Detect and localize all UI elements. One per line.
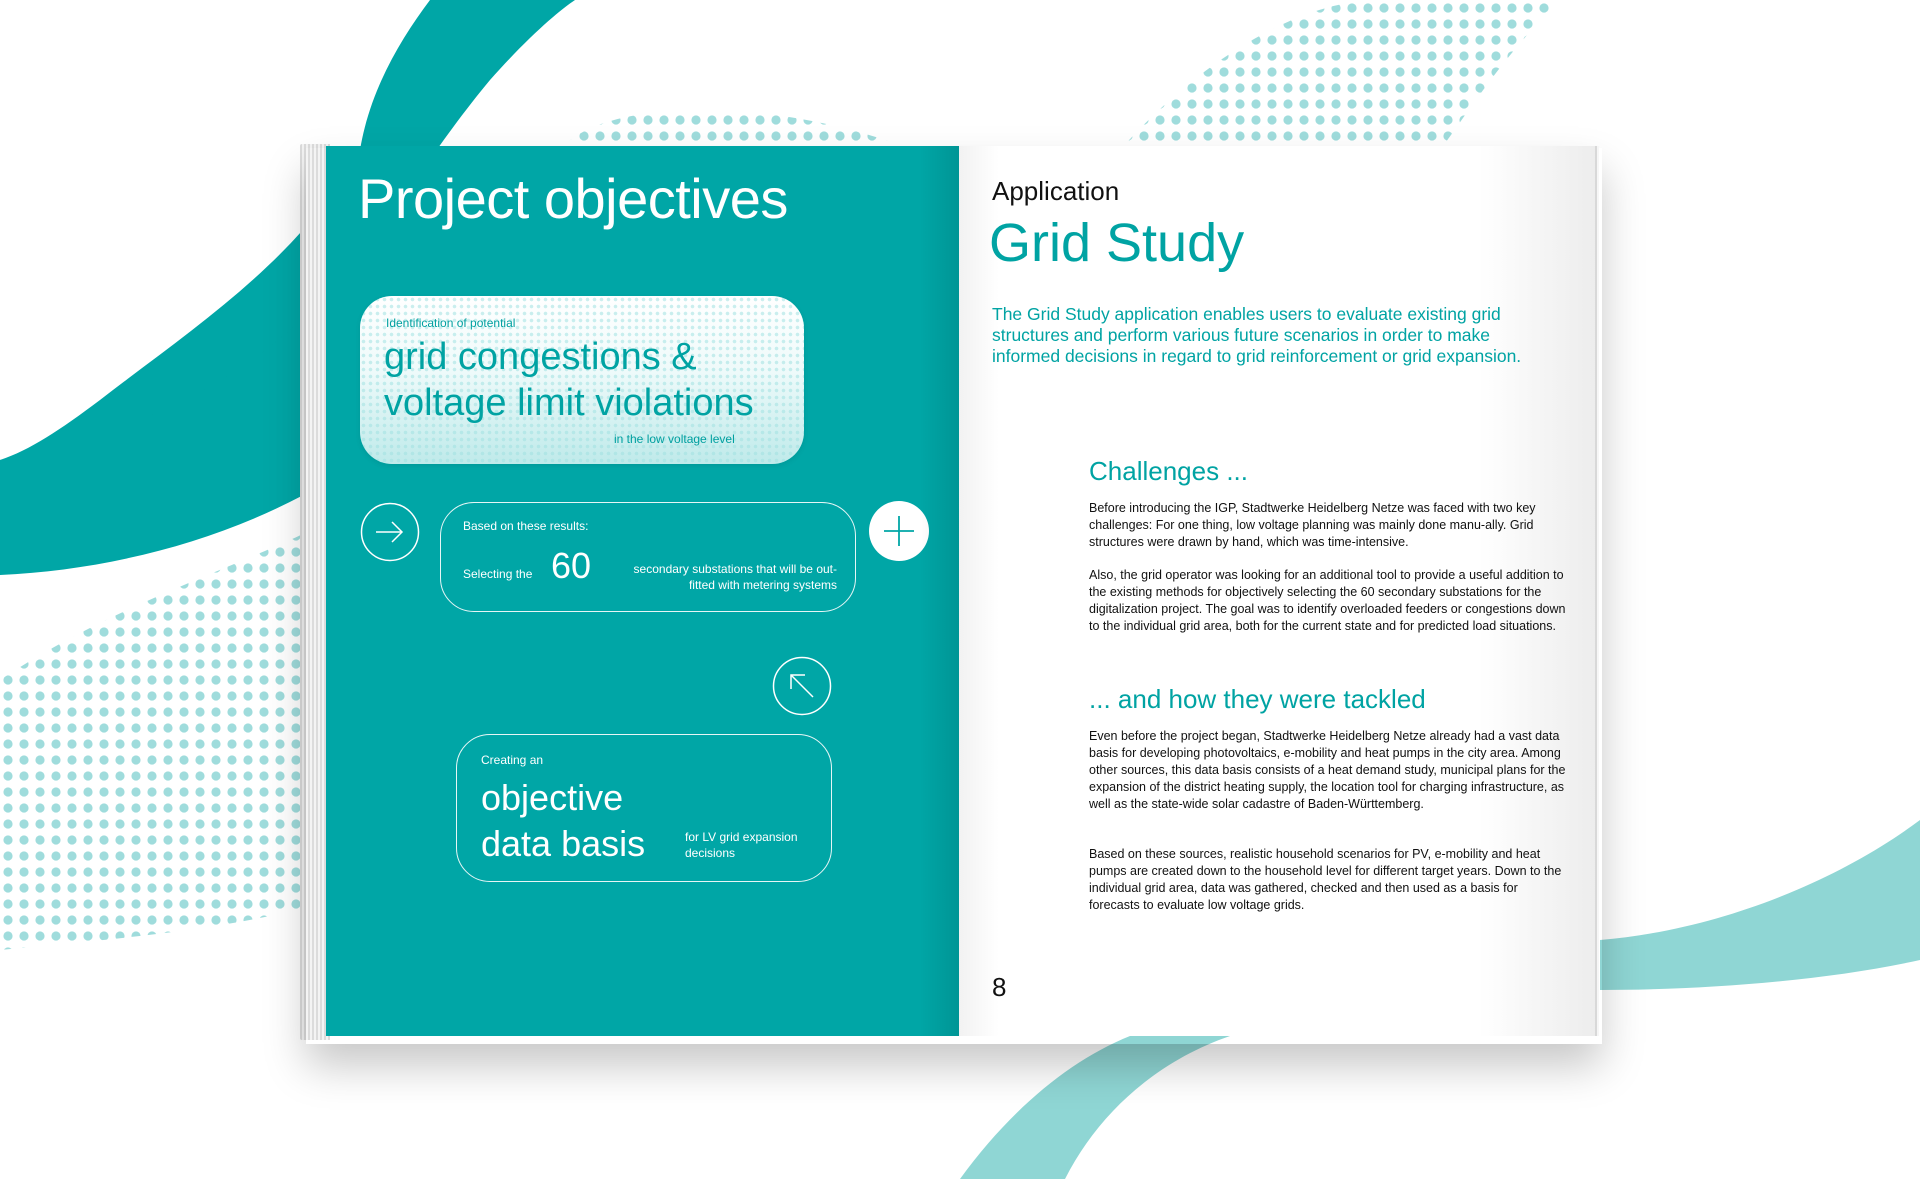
section-kicker: Application	[992, 176, 1120, 206]
dotted-blob-right	[1120, 0, 1560, 150]
objective-prefix: Selecting the	[463, 567, 533, 581]
plus-icon	[868, 500, 930, 562]
objective-card-congestions	[360, 296, 804, 464]
application-title: Grid Study	[989, 213, 1245, 273]
objective-intro: Identification of potential	[386, 316, 516, 330]
arrow-up-left-icon	[772, 656, 832, 716]
substation-count: 60	[551, 545, 592, 586]
objective-card-data-basis	[456, 734, 832, 882]
left-page	[326, 146, 959, 1036]
challenges-paragraph-1: Before introducing the IGP, Stadtwerke Heidelberg Netze was faced with two key challenges: For one thing, low voltage planning was mainly done manu-ally. Grid structures were drawn by hand, which was time-intensive.	[1089, 501, 1536, 549]
dotted-blob-left	[0, 520, 330, 950]
light-swoosh-right	[1600, 820, 1920, 990]
application-intro: The Grid Study application enables users to evaluate existing grid structures and perform various future scenarios in order to make informed decisions in regard to grid reinforcement or grid expansion.	[992, 304, 1522, 366]
challenges-paragraph-2: Also, the grid operator was looking for an additional tool to provide a useful addition to the existing methods for objectively selecting the 60 secondary substations for the digitalization project. The goal was to identify overloaded feeders or congestions down to the individual grid area, both for the current state and for predicted load situations.	[1089, 568, 1566, 633]
dotted-blob-top	[560, 110, 900, 150]
objective-note: in the low voltage level	[614, 432, 735, 446]
page-title: Project objectives	[358, 167, 788, 230]
objective-suffix: secondary substations that will be out- fitted with metering systems	[633, 562, 837, 592]
right-page	[959, 146, 1599, 1036]
objective-headline: grid congestions & voltage limit violations	[384, 336, 754, 424]
solutions-heading: ... and how they were tackled	[1089, 684, 1426, 714]
objective-headline: objective data basis	[481, 777, 646, 864]
objective-intro: Based on these results:	[463, 519, 589, 533]
objective-card-substations	[440, 502, 856, 612]
page-number: 8	[992, 972, 1007, 1002]
arrow-right-icon	[360, 502, 420, 562]
objective-intro: Creating an	[481, 753, 544, 767]
solutions-paragraph-1: Even before the project began, Stadtwerke Heidelberg Netze already had a vast data basis for developing photovoltaics, e-mobility and heat pumps in the city area. Among other sources, this data basis consists of a heat demand study, municipal plans for the expansion of the district heating supply, the location tool for charging infrastructure, as well as the state-wide solar cadastre of Baden-Württemberg.	[1089, 729, 1566, 811]
challenges-heading: Challenges ...	[1089, 456, 1248, 486]
solutions-paragraph-2: Based on these sources, realistic household scenarios for PV, e-mobility and heat pumps are created down to the household level for different target years. Down to the individual grid area, data was gathered, checked and then used as a basis for forecasts to evaluate low voltage grids.	[1089, 847, 1562, 912]
objective-note: for LV grid expansion decisions	[685, 830, 798, 860]
light-swoosh-bottom	[960, 1036, 1230, 1179]
